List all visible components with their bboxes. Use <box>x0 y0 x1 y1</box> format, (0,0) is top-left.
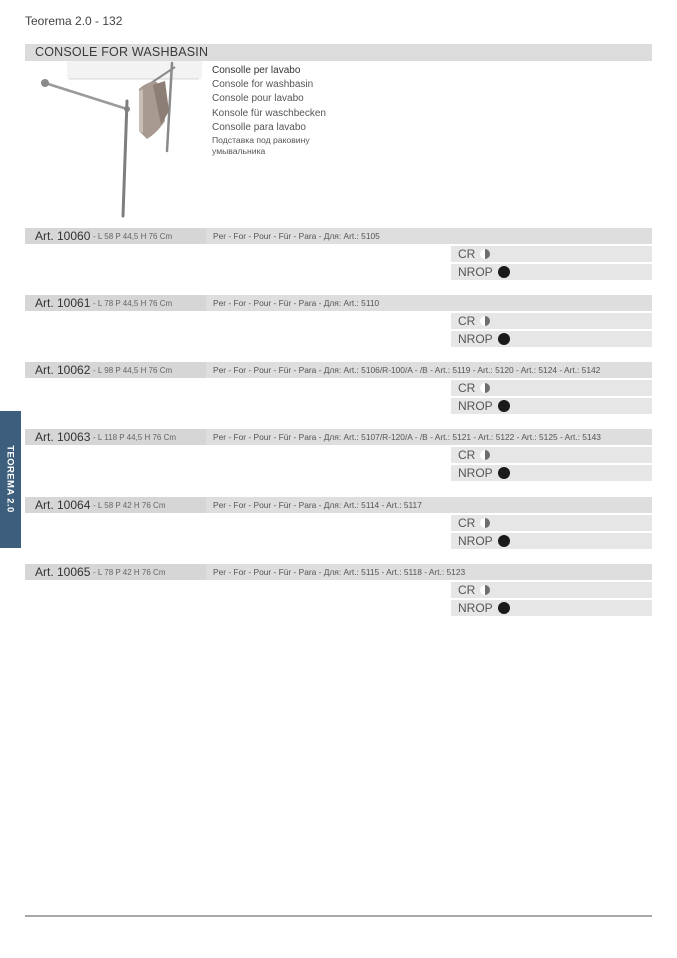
article-header <box>25 362 206 378</box>
article-header <box>25 497 206 513</box>
article-dimensions: - L 78 P 44,5 H 76 Cm <box>93 299 173 308</box>
black-circle-icon <box>498 602 510 614</box>
finish-row-nrop <box>451 398 652 414</box>
article-compatibility: Per - For - Pour - Für - Para - Для: Art.: 5110 <box>213 298 380 308</box>
finish-code: CR <box>458 381 476 395</box>
finish-row-nrop <box>451 533 652 549</box>
section-title: CONSOLE FOR WASHBASIN <box>35 45 209 59</box>
finish-row-nrop <box>451 465 652 481</box>
finish-code: NROP <box>458 332 493 346</box>
finish-code: CR <box>458 247 476 261</box>
article-number: Art. 10060 <box>35 229 91 243</box>
article-number: Art. 10062 <box>35 363 91 377</box>
description-de: Konsole für waschbecken <box>212 107 326 119</box>
finish-row-cr <box>451 582 652 598</box>
description-es: Consolle para lavabo <box>212 121 306 133</box>
article-header <box>25 295 206 311</box>
side-tab-label: TEOREMA 2.0 <box>4 445 16 513</box>
finish-code: NROP <box>458 265 493 279</box>
article-row-10064 <box>25 497 652 513</box>
article-compatibility: Per - For - Pour - Für - Para - Для: Art.: 5107/R-120/A - /B - Art.: 5121 - Art.: 5122 - Art.: 5125 - Art.: 5143 <box>213 432 601 442</box>
article-row-10062 <box>25 362 652 378</box>
black-circle-icon <box>498 333 510 345</box>
chrome-half-circle-icon <box>480 585 490 595</box>
finish-code: CR <box>458 314 476 328</box>
side-tab <box>0 411 21 548</box>
finish-row-cr <box>451 515 652 531</box>
finish-row-nrop <box>451 331 652 347</box>
article-dimensions: - L 58 P 42 H 76 Cm <box>93 501 166 510</box>
black-circle-icon <box>498 400 510 412</box>
article-number: Art. 10064 <box>35 498 91 512</box>
finish-code: NROP <box>458 534 493 548</box>
section-title-bar <box>25 44 652 61</box>
article-header <box>25 429 206 445</box>
black-circle-icon <box>498 535 510 547</box>
finish-row-cr <box>451 246 652 262</box>
finish-row-cr <box>451 313 652 329</box>
article-header <box>25 228 206 244</box>
article-header <box>25 564 206 580</box>
article-number: Art. 10065 <box>35 565 91 579</box>
description-list <box>212 64 432 156</box>
article-row-10061 <box>25 295 652 311</box>
black-circle-icon <box>498 467 510 479</box>
chrome-half-circle-icon <box>480 518 490 528</box>
finish-code: CR <box>458 448 476 462</box>
footer-rule <box>25 915 652 917</box>
description-ru-line2: умывальника <box>212 145 266 156</box>
article-number: Art. 10061 <box>35 296 91 310</box>
finish-row-nrop <box>451 600 652 616</box>
article-row-10065 <box>25 564 652 580</box>
description-it: Consolle per lavabo <box>212 65 301 76</box>
console-product-image <box>27 61 207 221</box>
black-circle-icon <box>498 266 510 278</box>
article-compatibility: Per - For - Pour - Für - Para - Для: Art.: 5105 <box>213 231 380 241</box>
finish-row-cr <box>451 447 652 463</box>
article-compatibility: Per - For - Pour - Für - Para - Для: Art.: 5106/R-100/A - /B - Art.: 5119 - Art.: 5120 - Art.: 5124 - Art.: 5142 <box>213 365 601 375</box>
article-row-10063 <box>25 429 652 445</box>
article-number: Art. 10063 <box>35 430 91 444</box>
finish-code: CR <box>458 583 476 597</box>
article-dimensions: - L 58 P 44,5 H 76 Cm <box>93 232 173 241</box>
description-en: Console for washbasin <box>212 79 314 91</box>
finish-code: NROP <box>458 399 493 413</box>
article-dimensions: - L 78 P 42 H 76 Cm <box>93 568 166 577</box>
chrome-half-circle-icon <box>480 249 490 259</box>
description-ru-line1: Подставка под раковину <box>212 135 310 146</box>
article-row-10060 <box>25 228 652 244</box>
chrome-half-circle-icon <box>480 383 490 393</box>
chrome-half-circle-icon <box>480 450 490 460</box>
finish-code: NROP <box>458 466 493 480</box>
finish-code: NROP <box>458 601 493 615</box>
article-compatibility: Per - For - Pour - Für - Para - Для: Art.: 5114 - Art.: 5117 <box>213 500 422 510</box>
page-header: Teorema 2.0 - 132 <box>25 14 123 28</box>
finish-row-cr <box>451 380 652 396</box>
chrome-half-circle-icon <box>480 316 490 326</box>
description-fr: Console pour lavabo <box>212 93 304 105</box>
article-compatibility: Per - For - Pour - Für - Para - Для: Art.: 5115 - Art.: 5118 - Art.: 5123 <box>213 567 466 577</box>
article-dimensions: - L 98 P 44,5 H 76 Cm <box>93 366 173 375</box>
finish-code: CR <box>458 516 476 530</box>
finish-row-nrop <box>451 264 652 280</box>
article-dimensions: - L 118 P 44,5 H 76 Cm <box>93 433 177 442</box>
